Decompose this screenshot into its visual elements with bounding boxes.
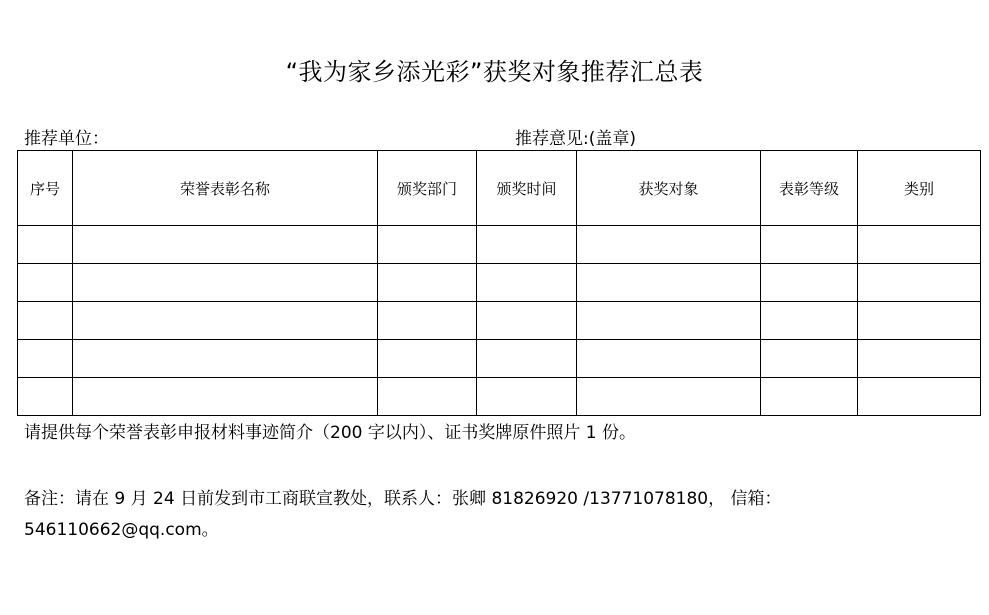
table-cell[interactable] — [18, 226, 73, 264]
column-header-award-time: 颁奖时间 — [477, 151, 577, 226]
table-cell[interactable] — [858, 302, 981, 340]
table-row — [18, 340, 981, 378]
table-row — [18, 302, 981, 340]
column-header-awarding-department: 颁奖部门 — [378, 151, 477, 226]
table-cell[interactable] — [577, 302, 761, 340]
table-cell[interactable] — [577, 378, 761, 416]
table-cell[interactable] — [378, 340, 477, 378]
table-row — [18, 264, 981, 302]
table-cell[interactable] — [18, 264, 73, 302]
column-header-awardee: 获奖对象 — [577, 151, 761, 226]
recommendation-opinion-label: 推荐意见:(盖章) — [515, 129, 636, 149]
remark-line-2: 546110662@qq.com。 — [24, 520, 219, 540]
table-cell[interactable] — [761, 302, 858, 340]
table-cell[interactable] — [577, 264, 761, 302]
remark — [24, 484, 974, 546]
table-cell[interactable] — [378, 264, 477, 302]
page-title: “我为家乡添光彩”获奖对象推荐汇总表 — [285, 58, 704, 86]
table-cell[interactable] — [18, 340, 73, 378]
summary-table — [17, 150, 981, 416]
table-cell[interactable] — [477, 302, 577, 340]
table-cell[interactable] — [73, 378, 378, 416]
column-header-commendation-level: 表彰等级 — [761, 151, 858, 226]
table-cell[interactable] — [577, 340, 761, 378]
table-header-row — [18, 151, 981, 226]
table-cell[interactable] — [858, 226, 981, 264]
table-cell[interactable] — [858, 340, 981, 378]
table-cell[interactable] — [73, 264, 378, 302]
column-header-honor-name: 荣誉表彰名称 — [73, 151, 378, 226]
table-cell[interactable] — [761, 226, 858, 264]
table-cell[interactable] — [18, 378, 73, 416]
table-cell[interactable] — [378, 378, 477, 416]
table-cell[interactable] — [761, 378, 858, 416]
table-cell[interactable] — [858, 378, 981, 416]
table-cell[interactable] — [378, 302, 477, 340]
recommending-unit-label: 推荐单位： — [24, 129, 109, 149]
table-cell[interactable] — [477, 226, 577, 264]
table-cell[interactable] — [477, 378, 577, 416]
table-cell[interactable] — [73, 226, 378, 264]
table-cell[interactable] — [858, 264, 981, 302]
table-cell[interactable] — [378, 226, 477, 264]
table-cell[interactable] — [477, 264, 577, 302]
table-cell[interactable] — [761, 264, 858, 302]
table-cell[interactable] — [477, 340, 577, 378]
column-header-category: 类别 — [858, 151, 981, 226]
table-cell[interactable] — [761, 340, 858, 378]
table-row — [18, 226, 981, 264]
submission-note: 请提供每个荣誉表彰申报材料事迹简介（200 字以内）、证书奖牌原件照片 1 份。 — [24, 423, 636, 443]
column-header-serial: 序号 — [18, 151, 73, 226]
table-cell[interactable] — [73, 302, 378, 340]
table-cell[interactable] — [73, 340, 378, 378]
table-cell[interactable] — [577, 226, 761, 264]
table-cell[interactable] — [18, 302, 73, 340]
table-row — [18, 378, 981, 416]
remark-line-1: 备注：请在 9 月 24 日前发到市工商联宣教处，联系人：张卿 81826920 /13771078180， 信箱： — [24, 489, 782, 509]
